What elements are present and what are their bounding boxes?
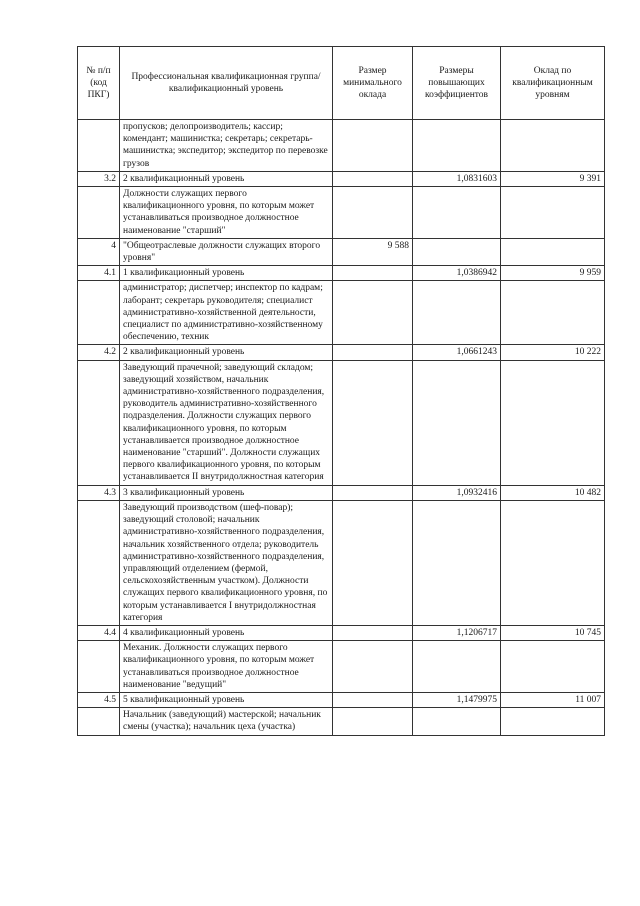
row-number: 4.4 — [78, 625, 120, 640]
row-salary: 10 222 — [501, 345, 605, 360]
row-min-salary — [333, 625, 413, 640]
row-number — [78, 120, 120, 172]
row-coefficient: 1,0932416 — [413, 485, 501, 500]
table-row — [78, 266, 605, 281]
row-min-salary — [333, 641, 413, 693]
row-number — [78, 708, 120, 735]
row-coefficient: 1,1479975 — [413, 692, 501, 707]
row-number: 4.1 — [78, 266, 120, 281]
header-number: № п/п (код ПКГ) — [78, 47, 120, 120]
row-min-salary: 9 588 — [333, 238, 413, 265]
row-min-salary — [333, 187, 413, 239]
row-description: 5 квалификационный уровень — [120, 692, 333, 707]
row-coefficient: 1,0661243 — [413, 345, 501, 360]
row-number — [78, 500, 120, 625]
row-description: Заведующий прачечной; заведующий складом; заведующий хозяйством, начальник административно-хозяйственного подразделения, руководитель административно-хозяйственного подразделения. Должности служащих первого квалификационного уровня, по которым устанавливается производное должностное наименование "старший". Должности служащих первого квалификационного уровня, по которым устанавливается II внутридолжностная категория — [120, 360, 333, 485]
row-number — [78, 641, 120, 693]
table-row — [78, 171, 605, 186]
row-coefficient — [413, 187, 501, 239]
salary-table — [77, 46, 605, 736]
table-row — [78, 120, 605, 172]
table-row — [78, 641, 605, 693]
row-description: 3 квалификационный уровень — [120, 485, 333, 500]
row-number: 4 — [78, 238, 120, 265]
row-min-salary — [333, 345, 413, 360]
table-row — [78, 187, 605, 239]
row-salary — [501, 360, 605, 485]
header-salary: Оклад по квалификационным уровням — [501, 47, 605, 120]
row-salary — [501, 500, 605, 625]
row-description: администратор; диспетчер; инспектор по кадрам; лаборант; секретарь руководителя; специалист административно-хозяйственной деятельности, специалист по административно-хозяйственному обеспечению, техник — [120, 281, 333, 345]
row-description: 4 квалификационный уровень — [120, 625, 333, 640]
row-description: Механик. Должности служащих первого квалификационного уровня, по которым может устанавливаться производное должностное наименование "ведущий" — [120, 641, 333, 693]
row-coefficient: 1,0386942 — [413, 266, 501, 281]
table-row — [78, 692, 605, 707]
row-min-salary — [333, 360, 413, 485]
row-coefficient — [413, 708, 501, 735]
row-number: 3.2 — [78, 171, 120, 186]
row-salary — [501, 238, 605, 265]
row-description: "Общеотраслевые должности служащих второго уровня" — [120, 238, 333, 265]
row-description: 2 квалификационный уровень — [120, 171, 333, 186]
table-row — [78, 708, 605, 735]
row-number — [78, 360, 120, 485]
row-description: Заведующий производством (шеф-повар); заведующий столовой; начальник административно-хозяйственного подразделения, начальник хозяйственного отдела; руководитель административно-хозяйственного подразделения, управляющий отделением (фермой, сельскохозяйственным участком). Должности служащих первого квалификационного уровня, по которым устанавливается I внутридолжностная категория — [120, 500, 333, 625]
row-min-salary — [333, 485, 413, 500]
row-salary — [501, 708, 605, 735]
row-salary: 10 482 — [501, 485, 605, 500]
row-salary — [501, 281, 605, 345]
table-row — [78, 238, 605, 265]
table-row — [78, 625, 605, 640]
table-row — [78, 485, 605, 500]
row-salary — [501, 641, 605, 693]
row-coefficient — [413, 360, 501, 485]
table-row — [78, 360, 605, 485]
table-row — [78, 281, 605, 345]
row-number — [78, 281, 120, 345]
row-coefficient — [413, 238, 501, 265]
row-coefficient — [413, 281, 501, 345]
row-number: 4.2 — [78, 345, 120, 360]
table-header-row — [78, 47, 605, 120]
row-description: Должности служащих первого квалификационного уровня, по которым может устанавливаться производное должностное наименование "старший" — [120, 187, 333, 239]
header-group: Профессиональная квалификационная группа/квалификационный уровень — [120, 47, 333, 120]
row-salary: 9 391 — [501, 171, 605, 186]
row-description: 2 квалификационный уровень — [120, 345, 333, 360]
table-body — [78, 120, 605, 736]
row-min-salary — [333, 500, 413, 625]
row-coefficient — [413, 641, 501, 693]
row-coefficient — [413, 120, 501, 172]
row-salary — [501, 120, 605, 172]
row-min-salary — [333, 281, 413, 345]
header-coefficient: Размеры повышающих коэффициентов — [413, 47, 501, 120]
row-number: 4.5 — [78, 692, 120, 707]
header-min-salary: Размер минимального оклада — [333, 47, 413, 120]
row-coefficient: 1,1206717 — [413, 625, 501, 640]
row-salary: 9 959 — [501, 266, 605, 281]
row-min-salary — [333, 692, 413, 707]
row-min-salary — [333, 171, 413, 186]
row-number: 4.3 — [78, 485, 120, 500]
row-coefficient — [413, 500, 501, 625]
row-number — [78, 187, 120, 239]
row-min-salary — [333, 120, 413, 172]
row-description: пропусков; делопроизводитель; кассир; комендант; машинистка; секретарь; секретарь-машинистка; экспедитор; экспедитор по перевозке грузов — [120, 120, 333, 172]
table-row — [78, 500, 605, 625]
row-salary: 10 745 — [501, 625, 605, 640]
row-description: 1 квалификационный уровень — [120, 266, 333, 281]
row-salary — [501, 187, 605, 239]
row-description: Начальник (заведующий) мастерской; начальник смены (участка); начальник цеха (участка) — [120, 708, 333, 735]
row-min-salary — [333, 266, 413, 281]
table-row — [78, 345, 605, 360]
row-min-salary — [333, 708, 413, 735]
row-coefficient: 1,0831603 — [413, 171, 501, 186]
row-salary: 11 007 — [501, 692, 605, 707]
